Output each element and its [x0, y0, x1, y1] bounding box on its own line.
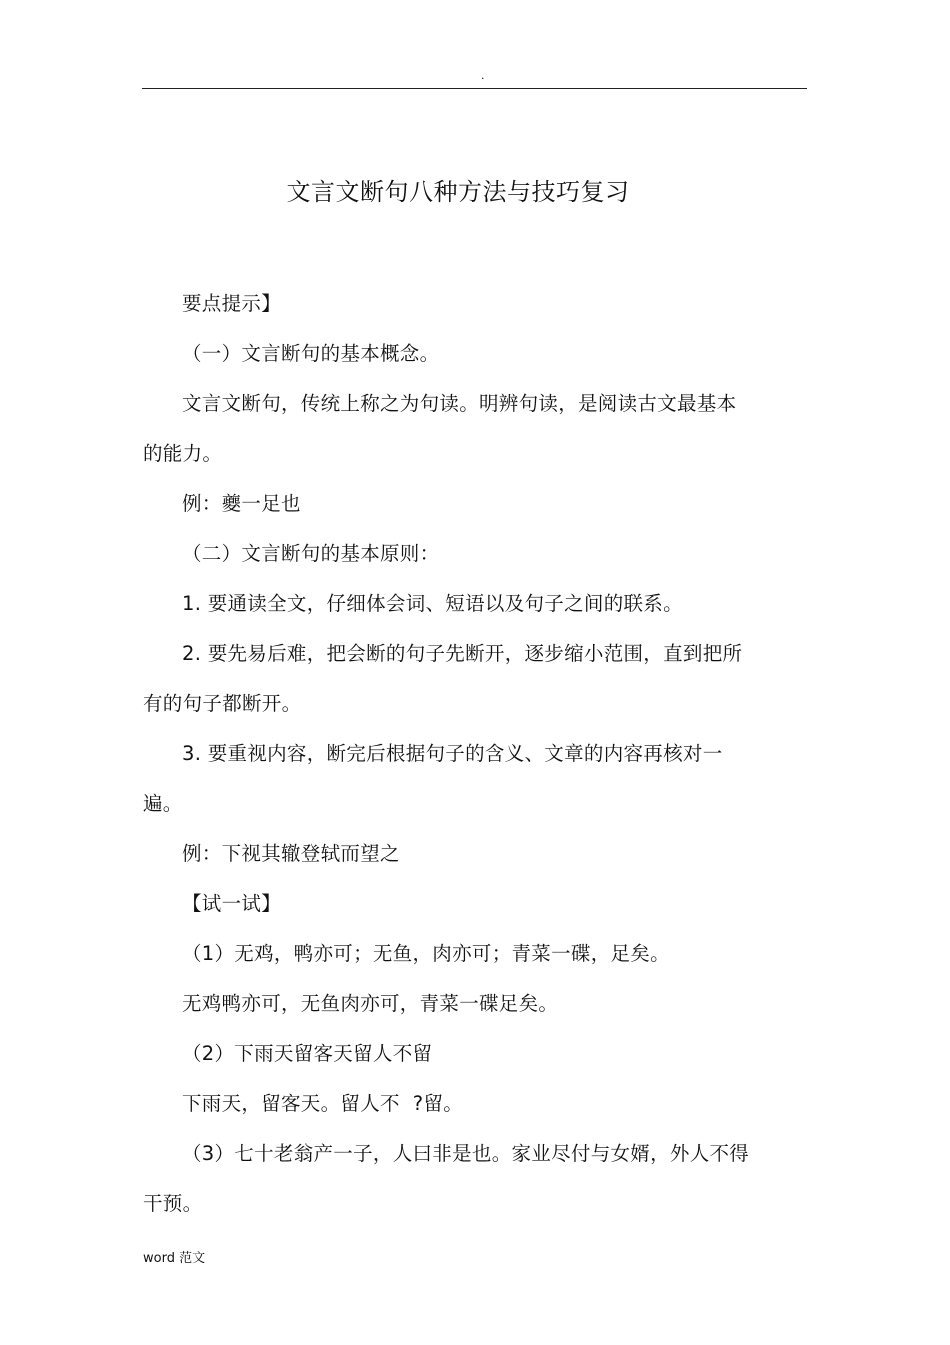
paragraph: 下雨天，留客天。留人不 ?留。 [182, 1092, 464, 1115]
paragraph: 3. 要重视内容，断完后根据句子的含义、文章的内容再核对一遍。 [143, 742, 723, 815]
paragraph: （3）七十老翁产一子，人曰非是也。家业尽付与女婿，外人不得干预。 [143, 1142, 750, 1215]
paragraph: （2）下雨天留客天留人不留 [182, 1042, 433, 1065]
paragraph: 要点提示】 [182, 292, 282, 315]
paragraph: 2. 要先易后难，把会断的句子先断开，逐步缩小范围，直到把所有的句子都断开。 [143, 642, 743, 715]
paragraph: 【试一试】 [182, 892, 282, 915]
paragraph: 无鸡鸭亦可，无鱼肉亦可，青菜一碟足矣。 [182, 992, 559, 1015]
footer-label: word 范文 [143, 1251, 206, 1266]
header-mark: . [481, 69, 485, 82]
paragraph: （二）文言断句的基本原则： [182, 542, 440, 565]
paragraph: （一）文言断句的基本概念。 [182, 342, 440, 365]
document-body [143, 279, 753, 1229]
paragraph: 文言文断句，传统上称之为句读。明辨句读，是阅读古文最基本的能力。 [143, 392, 737, 465]
paragraph: （1）无鸡，鸭亦可；无鱼，肉亦可；青菜一碟，足矣。 [182, 942, 670, 965]
header-rule [142, 88, 807, 89]
paragraph: 例：下视其辙登轼而望之 [182, 842, 400, 865]
document-title: 文言文断句八种方法与技巧复习 [286, 178, 630, 206]
paragraph: 1. 要通读全文，仔细体会词、短语以及句子之间的联系。 [182, 592, 683, 615]
paragraph: 例：夔一足也 [182, 492, 301, 515]
